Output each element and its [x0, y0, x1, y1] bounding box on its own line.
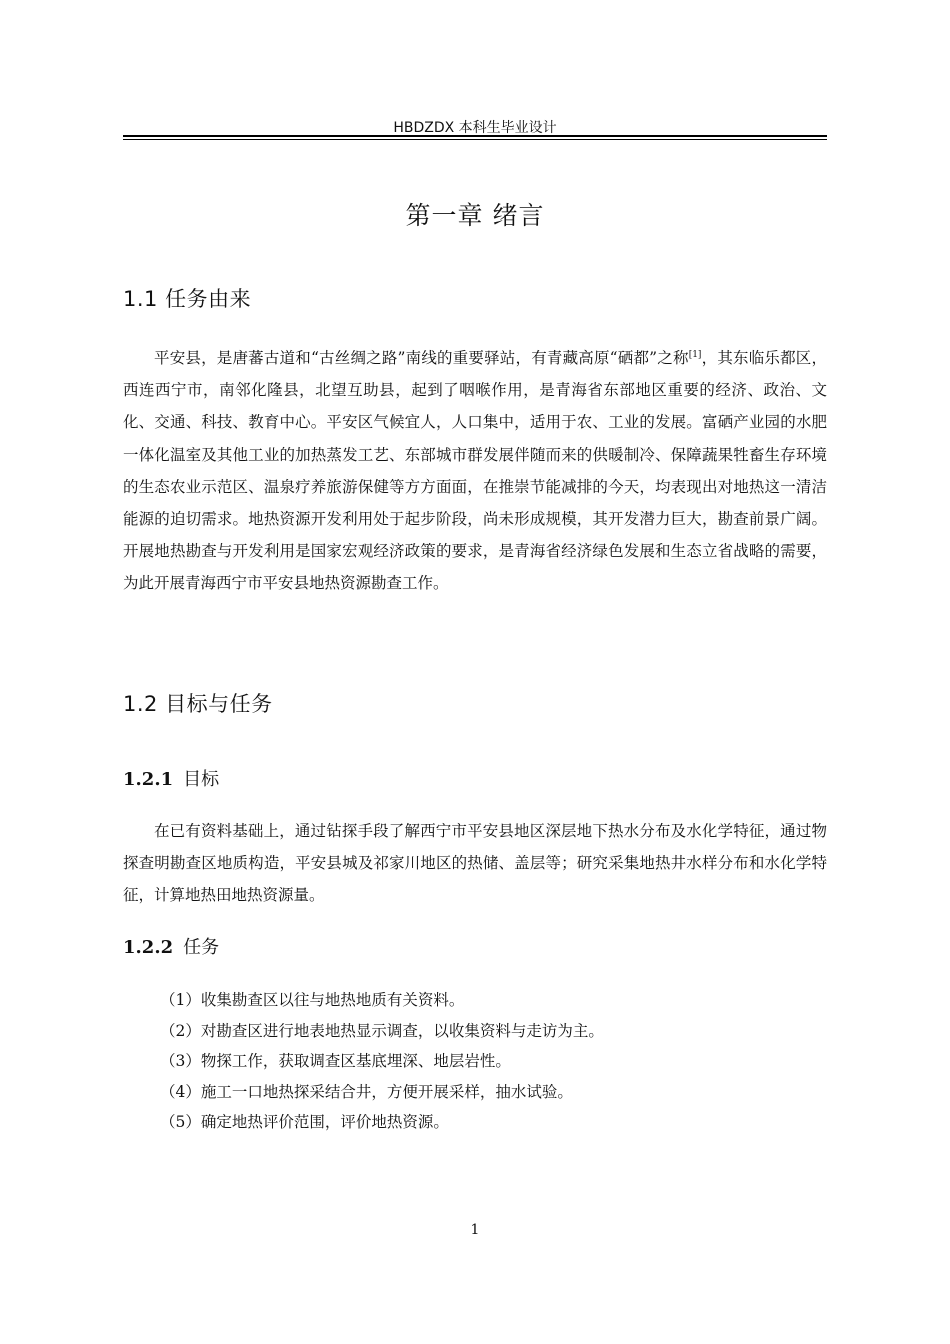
objective-paragraph: 在已有资料基础上，通过钻探手段了解西宁市平安县地区深层地下热水分布及水化学特征，通过物探查明勘查区地质构造，平安县城及祁家川地区的热储、盖层等；研究采集地热井水样分布和水化学特征，计算地热田地热资源量。 — [123, 822, 827, 905]
header-rule — [123, 135, 827, 140]
running-header: HBDZDX 本科生毕业设计 — [393, 120, 557, 136]
task-item: （5）确定地热评价范围，评价地热资源。 — [160, 1113, 449, 1131]
task-list — [160, 985, 604, 1138]
task-item: （4）施工一口地热探采结合井，方便开展采样，抽水试验。 — [160, 1082, 573, 1101]
section-heading-1-1: 1.1 任务由来 — [123, 287, 252, 311]
task-item: （1）收集勘查区以往与地热地质有关资料。 — [160, 991, 465, 1009]
subsection-heading-1-2-2 — [123, 933, 219, 959]
paragraph-text-end: ，其东临乐都区，西连西宁市，南邻化隆县，北望互助县，起到了咽喉作用，是青海省东部地区重要的经济、政治、文化、交通、科技、教育中心。平安区气候宜人，人口集中，适用于农、工业的发展。富硒产业园的水肥一体化温室及其他工业的加热蒸发工艺、东部城市群发展伴随而来的供暖制冷、保障蔬果牲畜生存环境的生态农业示范区、温泉疗养旅游保健等方方面面，在推崇节能减排的今天，均表现出对地热这一清洁能源的迫切需求。地热资源开发利用处于起步阶段，尚未形成规模，其开发潜力巨大，勘查前景广阔。开展地热勘查与开发利用是国家宏观经济政策的要求，是青海省经济绿色发展和生态立省战略的需要，为此开展青海西宁市平安县地热资源勘查工作。 — [123, 349, 827, 593]
task-item: （3）物探工作，获取调查区基底埋深、地层岩性。 — [160, 1052, 511, 1070]
subsection-title: 任务 — [183, 937, 220, 958]
subsection-title: 目标 — [183, 769, 220, 790]
subsection-number: 1.2.1 — [123, 769, 174, 790]
subsection-heading-1-2-1 — [123, 765, 219, 791]
section-1-1-paragraph — [123, 342, 827, 600]
citation-reference[interactable]: [1] — [688, 349, 702, 360]
section-heading-1-2: 1.2 目标与任务 — [123, 692, 273, 716]
paragraph-text-start: 平安县，是唐蕃古道和“古丝绸之路”南线的重要驿站，有青藏高原“硒都”之称 — [154, 349, 689, 367]
page-number: 1 — [470, 1222, 480, 1238]
subsection-number: 1.2.2 — [123, 937, 174, 958]
task-item: （2）对勘查区进行地表地热显示调查，以收集资料与走访为主。 — [160, 1021, 604, 1040]
chapter-title: 第一章 绪言 — [405, 201, 545, 230]
